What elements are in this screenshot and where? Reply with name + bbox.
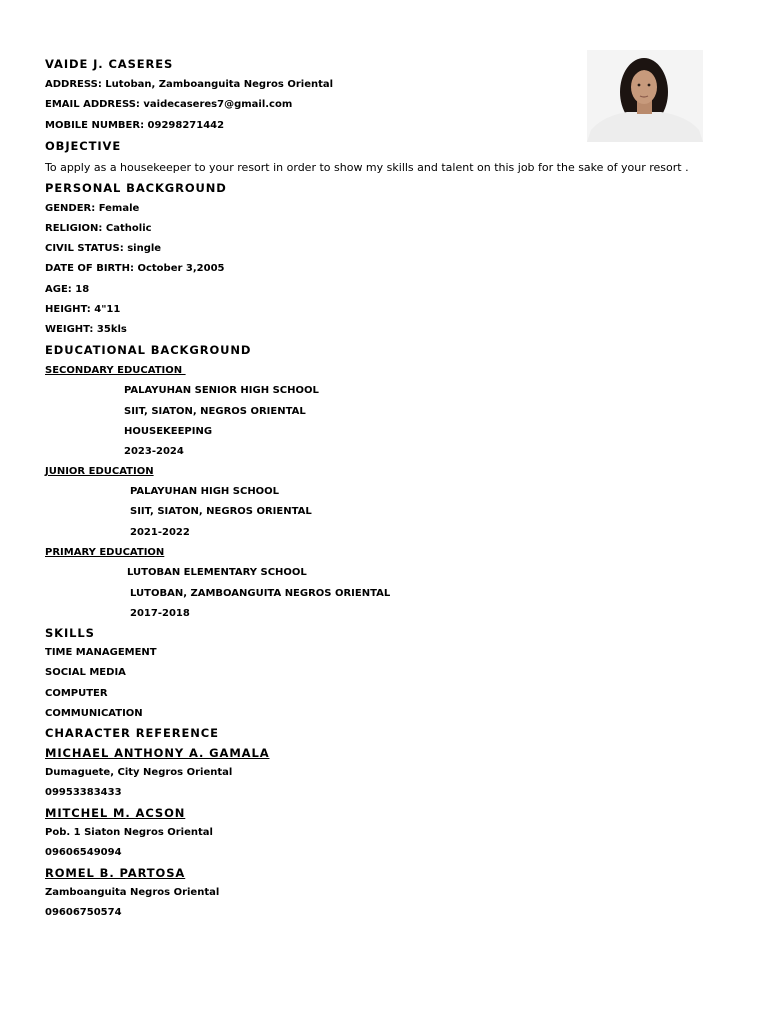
skill-item: TIME MANAGEMENT: [45, 647, 157, 658]
objective-text: To apply as a housekeeper to your resort in order to show my skills and talent on this job for the sake of your resort .: [45, 161, 689, 174]
primary-location: LUTOBAN, ZAMBOANGUITA NEGROS ORIENTAL: [130, 588, 391, 599]
skill-item: COMMUNICATION: [45, 708, 143, 719]
email-line: EMAIL ADDRESS: vaidecaseres7@gmail.com: [45, 99, 293, 110]
reference-name: MICHAEL ANTHONY A. GAMALA: [45, 746, 270, 760]
reference-address: Dumaguete, City Negros Oriental: [45, 767, 233, 778]
date-of-birth-line: DATE OF BIRTH: October 3,2005: [45, 263, 225, 274]
personal-background-heading: PERSONAL BACKGROUND: [45, 181, 227, 195]
secondary-education-label: SECONDARY EDUCATION: [45, 365, 186, 376]
weight-line: WEIGHT: 35kls: [45, 324, 127, 335]
educational-background-heading: EDUCATIONAL BACKGROUND: [45, 343, 252, 357]
religion-line: RELIGION: Catholic: [45, 223, 152, 234]
skill-item: SOCIAL MEDIA: [45, 667, 126, 678]
skills-heading: SKILLS: [45, 626, 95, 640]
secondary-location: SIIT, SIATON, NEGROS ORIENTAL: [124, 406, 306, 417]
applicant-name: VAIDE J. CASERES: [45, 57, 174, 71]
junior-school: PALAYUHAN HIGH SCHOOL: [130, 486, 280, 497]
junior-location: SIIT, SIATON, NEGROS ORIENTAL: [130, 506, 312, 517]
reference-phone: 09606549094: [45, 847, 122, 858]
age-line: AGE: 18: [45, 284, 90, 295]
reference-address: Pob. 1 Siaton Negros Oriental: [45, 827, 213, 838]
reference-phone: 09953383433: [45, 787, 122, 798]
mobile-line: MOBILE NUMBER: 09298271442: [45, 120, 225, 131]
primary-school: LUTOBAN ELEMENTARY SCHOOL: [127, 567, 307, 578]
character-reference-heading: CHARACTER REFERENCE: [45, 726, 219, 740]
civil-status-line: CIVIL STATUS: single: [45, 243, 162, 254]
reference-name: ROMEL B. PARTOSA: [45, 866, 186, 880]
primary-education-label: PRIMARY EDUCATION: [45, 547, 165, 558]
secondary-years: 2023-2024: [124, 446, 184, 457]
junior-years: 2021-2022: [130, 527, 190, 538]
skill-item: COMPUTER: [45, 688, 108, 699]
profile-photo: [587, 50, 703, 142]
objective-heading: OBJECTIVE: [45, 139, 122, 153]
gender-line: GENDER: Female: [45, 203, 140, 214]
reference-phone: 09606750574: [45, 907, 122, 918]
secondary-strand: HOUSEKEEPING: [124, 426, 213, 437]
reference-address: Zamboanguita Negros Oriental: [45, 887, 220, 898]
primary-years: 2017-2018: [130, 608, 190, 619]
junior-education-label: JUNIOR EDUCATION: [45, 466, 154, 477]
height-line: HEIGHT: 4"11: [45, 304, 121, 315]
reference-name: MITCHEL M. ACSON: [45, 806, 186, 820]
secondary-school: PALAYUHAN SENIOR HIGH SCHOOL: [124, 385, 319, 396]
address-line: ADDRESS: Lutoban, Zamboanguita Negros Oriental: [45, 79, 334, 90]
